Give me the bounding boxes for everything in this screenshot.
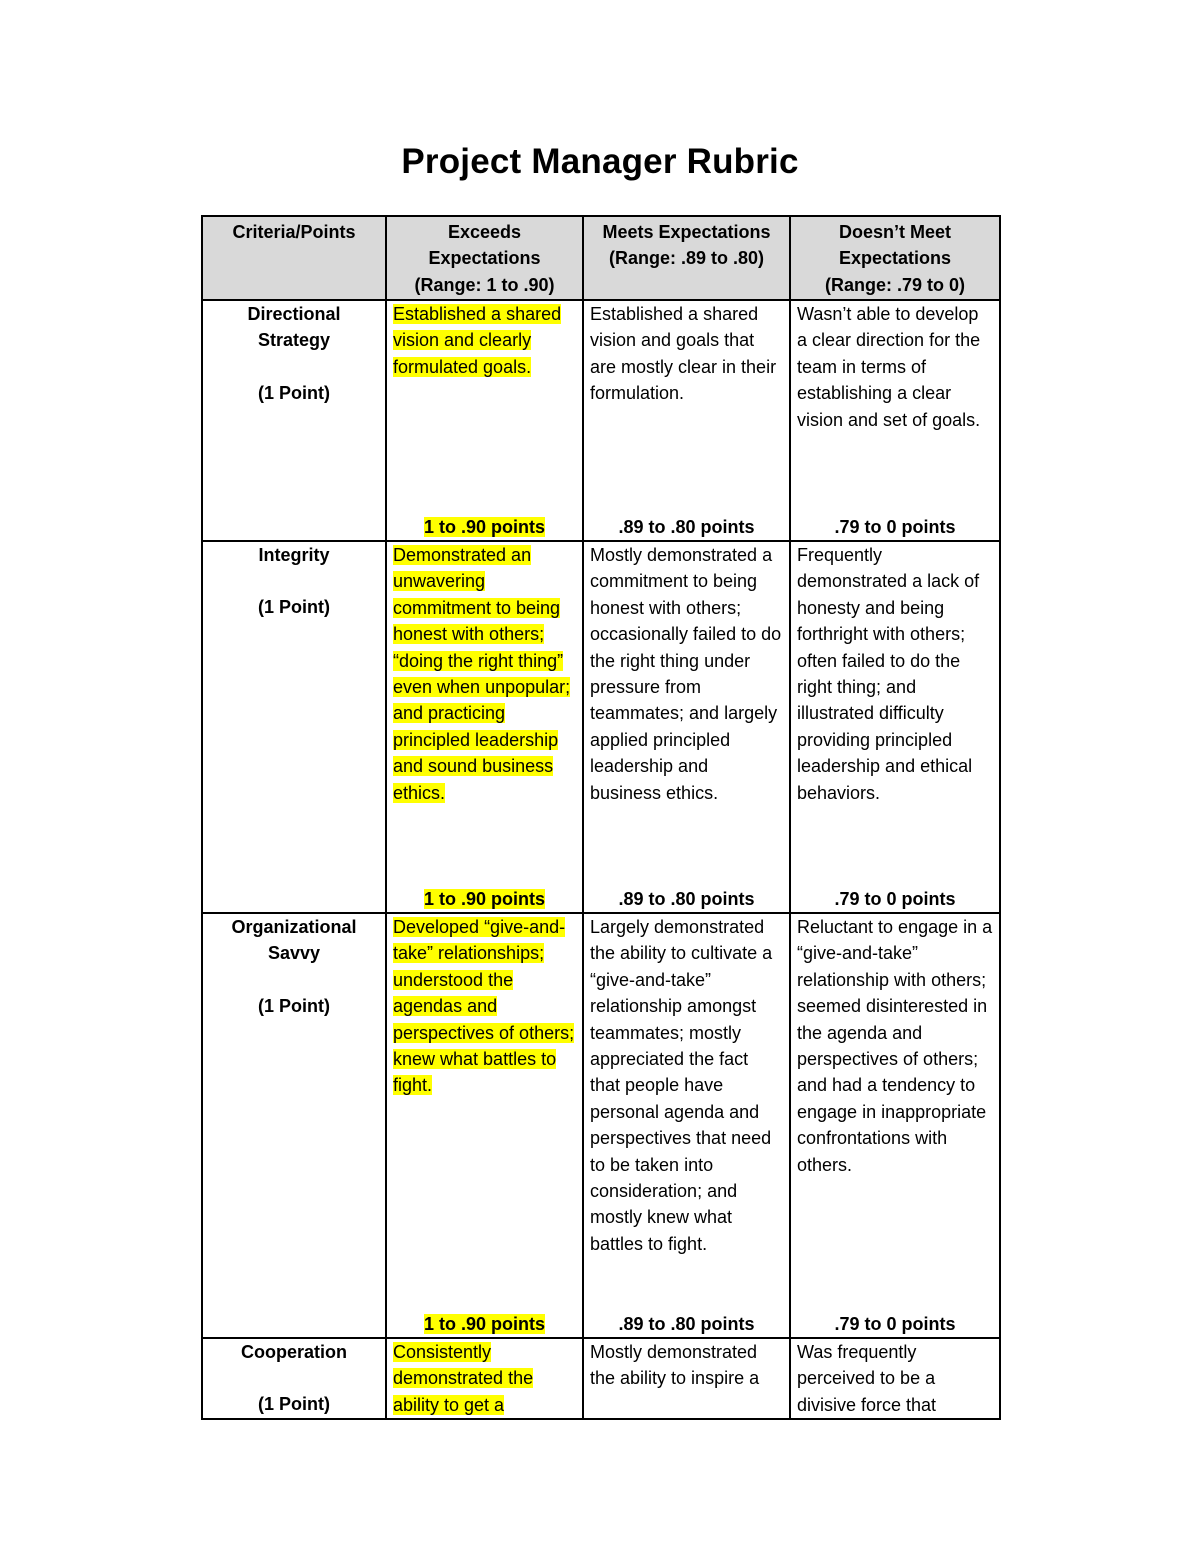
- page-title: Project Manager Rubric: [401, 142, 799, 181]
- header-exceeds: Exceeds Expectations (Range: 1 to .90): [386, 216, 583, 300]
- exceeds-description: Consistently demonstrated the ability to get a: [393, 1342, 534, 1415]
- header-row: [202, 216, 1000, 300]
- table-row: [202, 300, 1000, 541]
- exceeds-cell: [386, 300, 583, 541]
- doesnt-meet-cell: [790, 913, 1000, 1338]
- doesnt-meet-points: .79 to 0 points: [834, 888, 956, 909]
- table-row: [202, 1338, 1000, 1419]
- doesnt-meet-cell: [790, 300, 1000, 541]
- exceeds-cell: [386, 541, 583, 913]
- doesnt-meet-points: .79 to 0 points: [834, 1313, 956, 1334]
- header-meets: Meets Expectations (Range: .89 to .80): [583, 216, 790, 300]
- exceeds-cell: [386, 913, 583, 1338]
- meets-cell: [583, 300, 790, 541]
- doesnt-meet-description: Was frequently perceived to be a divisive force that: [797, 1342, 937, 1415]
- exceeds-points: 1 to .90 points: [423, 888, 546, 909]
- exceeds-description: Demonstrated an unwavering commitment to being honest with others; “doing the right thing” even when unpopular; and practicing principled leadership and sound business ethics.: [393, 545, 571, 803]
- meets-cell: [583, 913, 790, 1338]
- criterion-cell: Integrity (1 Point): [202, 541, 386, 913]
- exceeds-cell: [386, 1338, 583, 1419]
- meets-description: Mostly demonstrated a commitment to being honest with others; occasionally failed to do the right thing under pressure from teammates; and largely applied principled leadership and business ethics.: [590, 545, 782, 803]
- doesnt-meet-description: Reluctant to engage in a “give-and-take” relationship with others; seemed disinterested in the agenda and perspectives of others; and had a tendency to engage in inappropriate confrontations with others.: [797, 917, 993, 1175]
- header-criteria: Criteria/Points: [202, 216, 386, 300]
- meets-cell: [583, 1338, 790, 1419]
- meets-description: Largely demonstrated the ability to cultivate a “give-and-take” relationship amongst teammates; mostly appreciated the fact that people have personal agenda and perspectives that need to be taken into consideration; and mostly knew what battles to fight.: [590, 917, 773, 1254]
- criterion-cell: Organizational Savvy (1 Point): [202, 913, 386, 1338]
- meets-points: .89 to .80 points: [618, 516, 755, 537]
- doesnt-meet-points: .79 to 0 points: [834, 516, 956, 537]
- exceeds-points: 1 to .90 points: [423, 516, 546, 537]
- criterion-cell: Directional Strategy (1 Point): [202, 300, 386, 541]
- meets-description: Established a shared vision and goals that are mostly clear in their formulation.: [590, 304, 777, 404]
- meets-points: .89 to .80 points: [618, 888, 755, 909]
- meets-cell: [583, 541, 790, 913]
- table-row: [202, 541, 1000, 913]
- doesnt-meet-description: Wasn’t able to develop a clear direction for the team in terms of establishing a clear vision and set of goals.: [797, 304, 981, 430]
- meets-description: Mostly demonstrated the ability to inspire a: [590, 1342, 760, 1389]
- doesnt-meet-description: Frequently demonstrated a lack of honesty and being forthright with others; often failed to do the right thing; and illustrated difficulty providing principled leadership and ethical behaviors.: [797, 545, 980, 803]
- exceeds-points: 1 to .90 points: [423, 1313, 546, 1334]
- criterion-cell: Cooperation (1 Point): [202, 1338, 386, 1419]
- meets-points: .89 to .80 points: [618, 1313, 755, 1334]
- exceeds-description: Established a shared vision and clearly formulated goals.: [393, 304, 562, 377]
- doesnt-meet-cell: [790, 1338, 1000, 1419]
- rubric-table: [201, 215, 1001, 1420]
- exceeds-description: Developed “give-and-take” relationships; understood the agendas and perspectives of others; knew what battles to fight.: [393, 917, 575, 1096]
- table-row: [202, 913, 1000, 1338]
- header-doesnt-meet: Doesn’t Meet Expectations (Range: .79 to 0): [790, 216, 1000, 300]
- doesnt-meet-cell: [790, 541, 1000, 913]
